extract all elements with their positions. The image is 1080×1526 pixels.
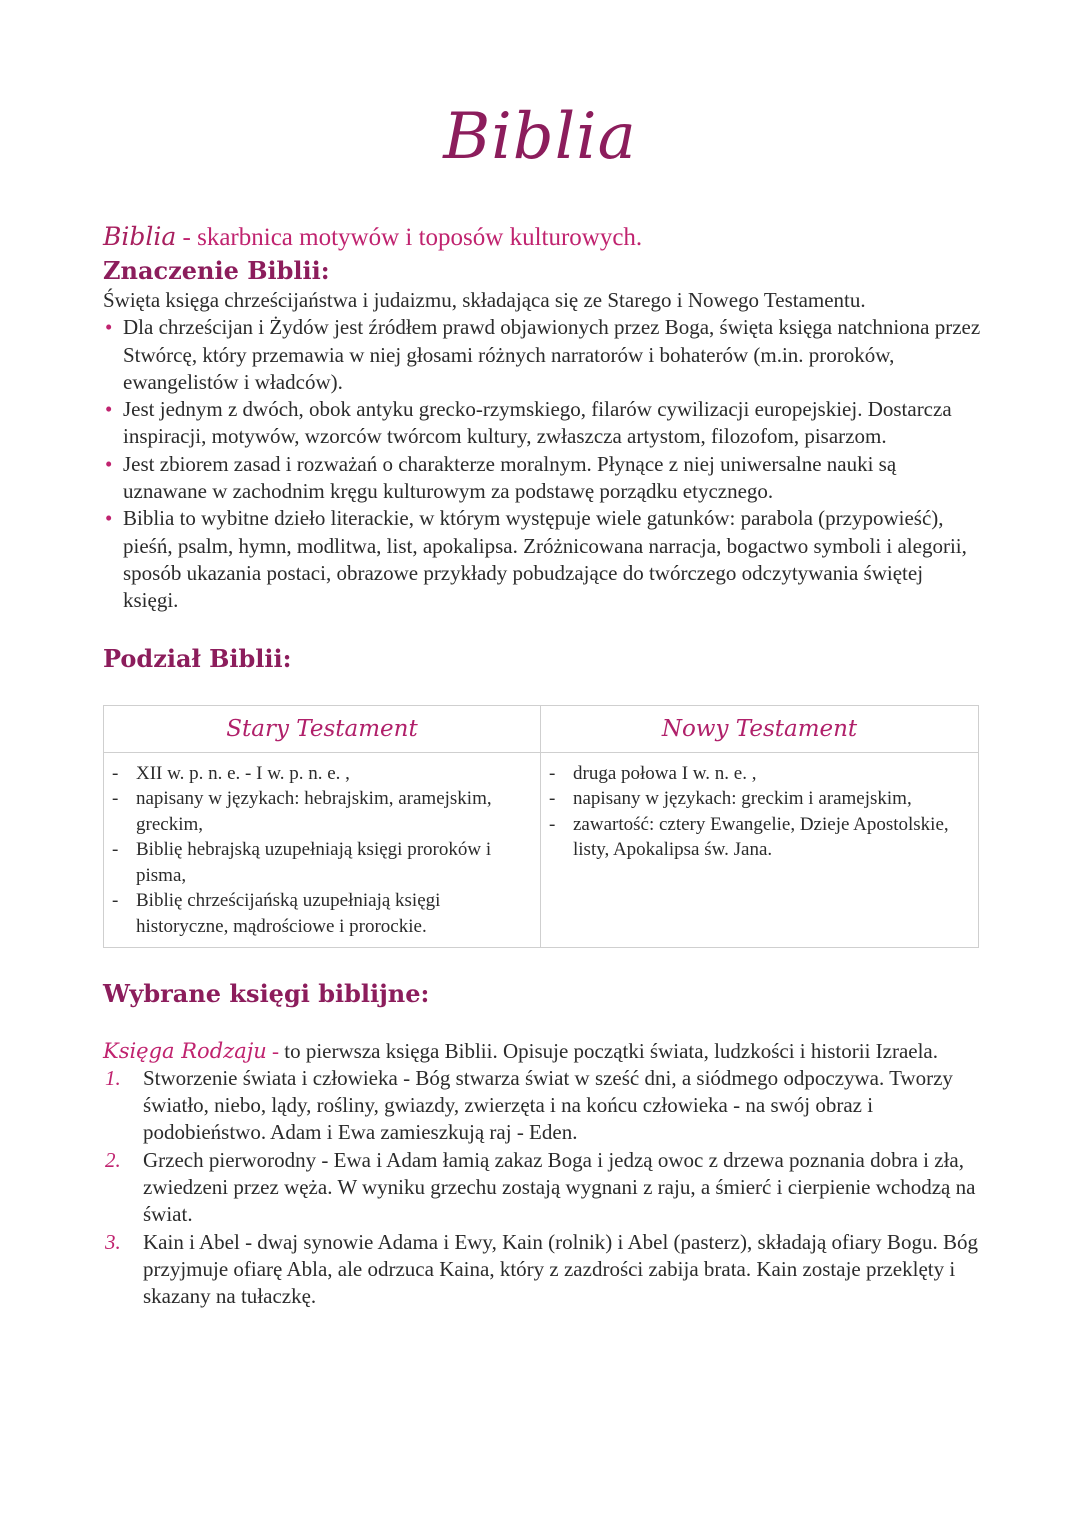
list-item [110, 786, 530, 837]
subtitle [103, 220, 983, 255]
old-testament-list [110, 761, 530, 940]
list-item [110, 837, 530, 888]
section-heading-books: Wybrane księgi biblijne: [103, 978, 430, 1008]
table-header-old-testament: Stary Testament [104, 706, 541, 753]
list-item [103, 505, 983, 614]
section-heading-meaning: Znaczenie Biblii: [103, 256, 330, 285]
subtitle-rest: - skarbnica motywów i toposów kulturowych. [176, 224, 643, 251]
book-description: to pierwsza księga Biblii. Opisuje początki świata, ludzkości i historii Izraela. [284, 1038, 939, 1063]
list-item-text: Grzech pierworodny - Ewa i Adam łamią zakaz Boga i jedzą owoc z drzewa poznania dobra i zła, zwiedzeni przez węża. W wyniku grzechu zostają wygnani z raju, a śmierć i cierpienie wchodzą na świat. [143, 1147, 976, 1227]
list-item [103, 396, 983, 451]
list-item-text: napisany w językach: hebrajskim, aramejskim, greckim, [136, 788, 492, 835]
bullet-icon: • [105, 397, 113, 422]
book-name: Księga Rodzaju [103, 1038, 267, 1063]
new-testament-list [547, 761, 968, 863]
document-content [103, 220, 983, 1311]
bullet-icon: • [105, 506, 113, 531]
dash-icon: - [549, 788, 556, 810]
list-item-text: Stworzenie świata i człowieka - Bóg stwarza świat w sześć dni, a siódmego odpoczywa. Tworzy światło, niebo, lądy, rośliny, gwiazdy, zwierzęta i na końcu człowieka - na swój obraz i podobieństwo. Adam i Ewa zamieszkują raj - Eden. [143, 1065, 953, 1145]
table-cell-old-testament [104, 753, 541, 947]
list-item-text: napisany w językach: greckim i aramejskim, [573, 788, 912, 810]
list-item [103, 451, 983, 506]
list-item [110, 888, 530, 939]
list-item [103, 314, 983, 396]
list-item [547, 812, 968, 863]
list-item-text: Biblię chrześcijańską uzupełniają księgi historyczne, mądrościowe i prorockie. [136, 890, 441, 937]
list-item [103, 1229, 983, 1311]
book-intro [103, 1038, 983, 1065]
item-number: 2. [105, 1147, 121, 1172]
list-item [547, 786, 968, 812]
list-item-text: Jest jednym z dwóch, obok antyku grecko-rzymskiego, filarów cywilizacji europejskiej. Dostarcza inspiracji, motywów, wzorców twórcom kultury, zwłaszcza artystom, filozofom, pisarzom. [123, 397, 952, 449]
testament-table [103, 705, 979, 948]
list-item-text: XII w. p. n. e. - I w. p. n. e. , [136, 762, 350, 784]
dash-icon: - [549, 813, 556, 835]
table-header-new-testament: Nowy Testament [541, 706, 978, 753]
dash-icon: - [112, 839, 119, 861]
list-item-text: zawartość: cztery Ewangelie, Dzieje Apostolskie, listy, Apokalipsa św. Jana. [573, 813, 949, 861]
section-heading-division: Podział Biblii: [103, 643, 292, 673]
bullet-icon: • [105, 315, 113, 340]
dash-icon: - [549, 762, 556, 784]
list-item [110, 761, 530, 787]
list-item [103, 1065, 983, 1147]
list-item-text: Biblia to wybitne dzieło literackie, w którym występuje wiele gatunków: parabola (przypowieść), pieśń, psalm, hymn, modlitwa, list, apokalipsa. Zróżnicowana narracja, bogactwo symboli i alegorii, sposób ukazania postaci, obrazowe przykłady pobudzające do twórczego odczytywania świętej księgi. [123, 506, 967, 613]
book-events-list [103, 1065, 983, 1311]
item-number: 3. [105, 1229, 121, 1254]
list-item [547, 761, 968, 787]
table-cell-new-testament [541, 753, 978, 947]
dash-icon: - [112, 762, 119, 784]
list-item [103, 1147, 983, 1229]
meaning-intro: Święta księga chrześcijaństwa i judaizmu, składająca się ze Starego i Nowego Testamentu. [103, 288, 866, 312]
book-separator: - [266, 1038, 285, 1063]
subtitle-term: Biblia [103, 222, 177, 251]
page-title: Biblia [443, 100, 637, 174]
list-item-text: Jest zbiorem zasad i rozważań o charakterze moralnym. Płynące z niej uniwersalne nauki są uznawane w zachodnim kręgu kulturowym za podstawę porządku etycznego. [123, 451, 897, 504]
bullet-icon: • [105, 451, 113, 476]
list-item-text: druga połowa I w. n. e. , [573, 762, 757, 784]
dash-icon: - [112, 788, 119, 810]
meaning-bullet-list [103, 314, 983, 614]
list-item-text: Dla chrześcijan i Żydów jest źródłem prawd objawionych przez Boga, święta księga natchniona przez Stwórcę, który przemawia w niej głosami różnych narratorów i bohaterów (m.in. proroków, ewangelistów i władców). [123, 315, 981, 394]
dash-icon: - [112, 890, 119, 912]
item-number: 1. [105, 1065, 121, 1090]
list-item-text: Biblię hebrajską uzupełniają księgi proroków i pisma, [136, 839, 492, 886]
list-item-text: Kain i Abel - dwaj synowie Adama i Ewy, Kain (rolnik) i Abel (pasterz), składają ofiary Bogu. Bóg przyjmuje ofiarę Abla, ale odrzuca Kaina, który z zazdrości zabija brata. Kain zostaje przeklęty i skazany na tułaczkę. [143, 1229, 978, 1309]
